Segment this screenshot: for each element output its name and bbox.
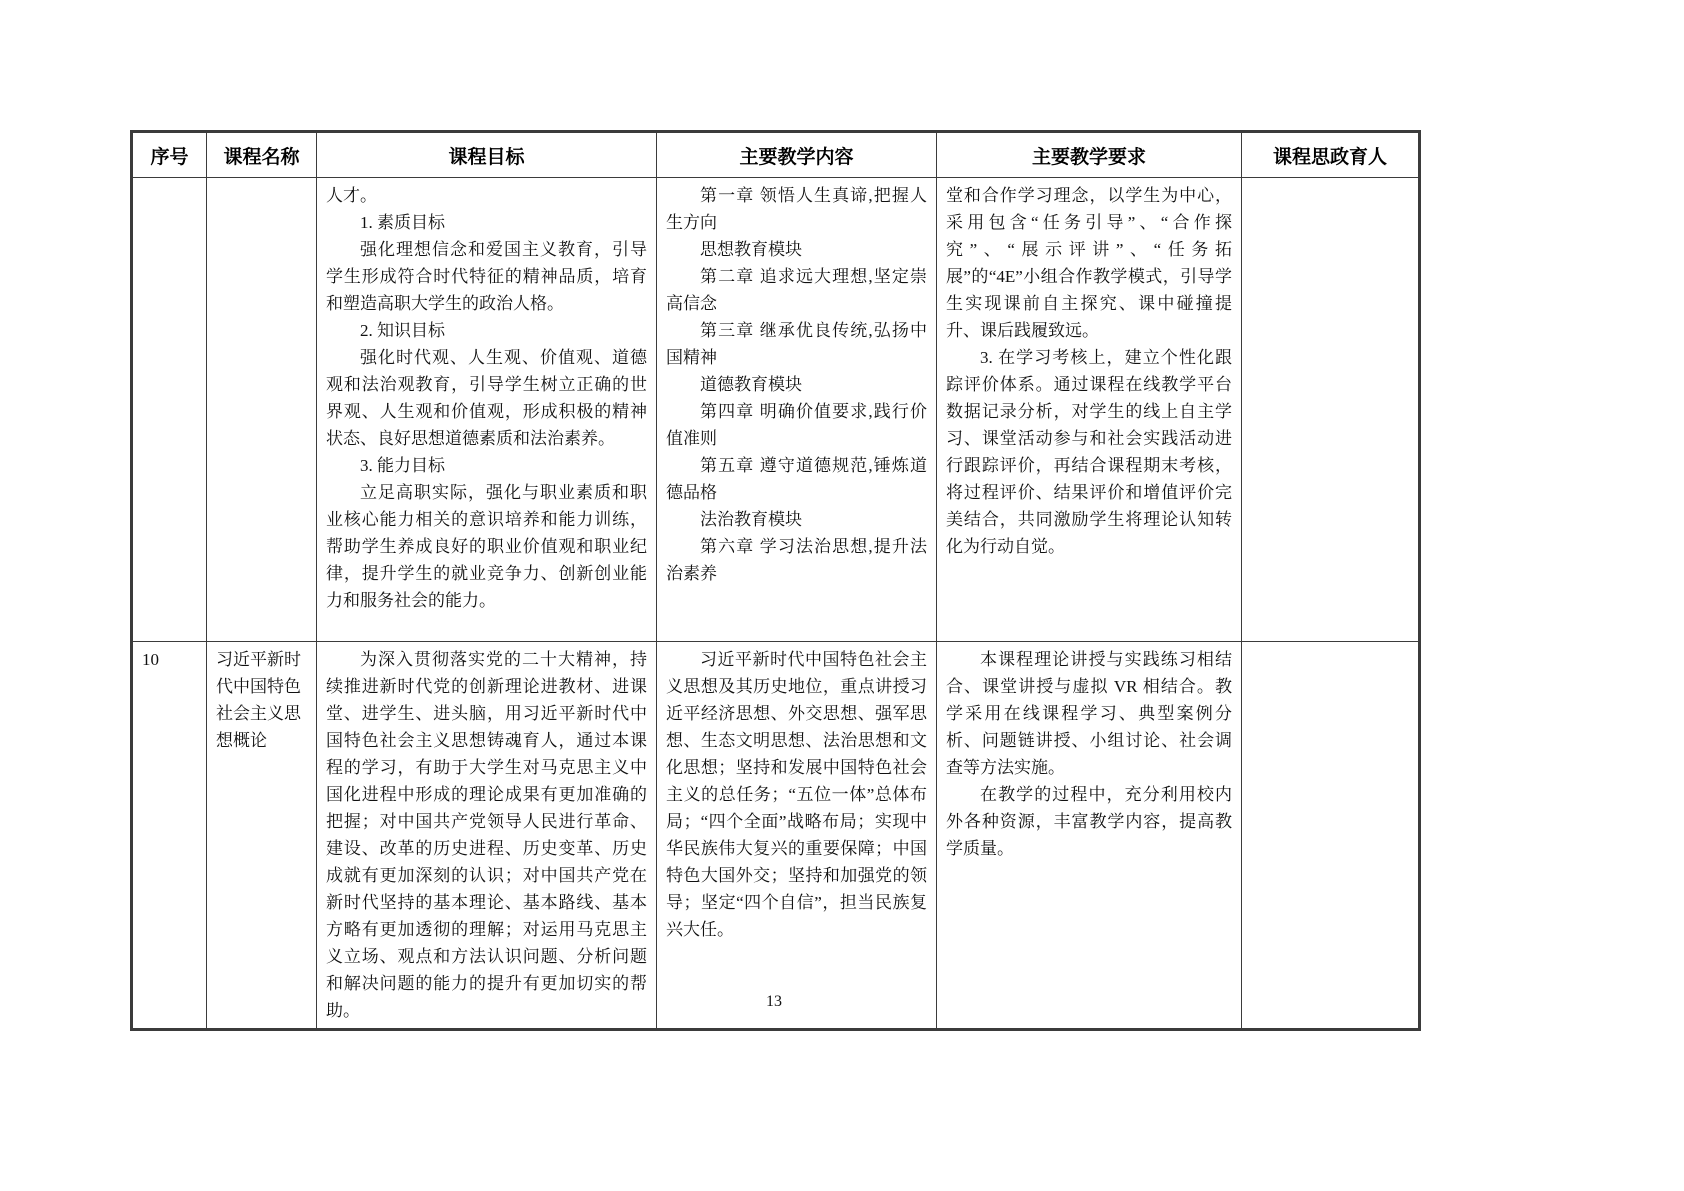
paragraph: 第一章 领悟人生真谛,把握人生方向 — [666, 186, 927, 232]
paragraph: 第五章 遵守道德规范,锤炼道德品格 — [666, 456, 927, 502]
header-cell-course-objectives: 课程目标 — [317, 132, 657, 178]
paragraph: 思想教育模块 — [700, 240, 802, 259]
header-cell-course-name: 课程名称 — [207, 132, 317, 178]
cell-teaching-content — [657, 178, 937, 642]
paragraph: 堂和合作学习理念，以学生为中心，采用包含“任务引导”、“合作探究”、“展示评讲”、“任务拓展”的“4E”小组合作教学模式，引导学生实现课前自主探究、课中碰撞提升、课后践履致远。 — [946, 186, 1232, 340]
page-number: 13 — [766, 993, 782, 1010]
cell-teaching-requirements — [937, 178, 1242, 642]
cell-course-objectives — [317, 178, 657, 642]
paragraph: 2. 知识目标 — [360, 321, 445, 340]
cell-course-name — [207, 178, 317, 642]
header-cell-ideology-education: 课程思政育人 — [1242, 132, 1420, 178]
header-cell-seq: 序号 — [132, 132, 207, 178]
paragraph: 第六章 学习法治思想,提升法治素养 — [666, 537, 927, 583]
cell-ideology-education — [1242, 642, 1420, 1030]
course-syllabus-table — [130, 130, 1421, 1031]
paragraph: 1. 素质目标 — [360, 213, 445, 232]
paragraph: 道德教育模块 — [700, 375, 802, 394]
cell-course-name: 习近平新时代中国特色社会主义思想概论 — [207, 642, 317, 1030]
paragraph: 3. 能力目标 — [360, 456, 445, 475]
cell-seq — [132, 178, 207, 642]
table-row-course-10 — [132, 642, 1420, 1030]
cell-seq: 10 — [132, 642, 207, 1030]
table-header-row — [132, 132, 1420, 178]
paragraph: 在教学的过程中，充分利用校内外各种资源，丰富教学内容，提高教学质量。 — [946, 785, 1232, 858]
cell-teaching-content — [657, 642, 937, 1030]
paragraph: 第四章 明确价值要求,践行价值准则 — [666, 402, 927, 448]
paragraph: 人才。 — [326, 186, 377, 205]
cell-teaching-requirements — [937, 642, 1242, 1030]
paragraph: 强化时代观、人生观、价值观、道德观和法治观教育，引导学生树立正确的世界观、人生观和价值观，形成积极的精神状态、良好思想道德素质和法治素养。 — [326, 348, 647, 448]
cell-course-objectives — [317, 642, 657, 1030]
cell-ideology-education — [1242, 178, 1420, 642]
paragraph: 本课程理论讲授与实践练习相结合、课堂讲授与虚拟 VR 相结合。教学采用在线课程学习、典型案例分析、问题链讲授、小组讨论、社会调查等方法实施。 — [946, 650, 1232, 777]
paragraph: 第三章 继承优良传统,弘扬中国精神 — [666, 321, 927, 367]
paragraph: 第二章 追求远大理想,坚定崇高信念 — [666, 267, 927, 313]
header-cell-teaching-content: 主要教学内容 — [657, 132, 937, 178]
table-row-continuation — [132, 178, 1420, 642]
paragraph: 习近平新时代中国特色社会主义思想及其历史地位，重点讲授习近平经济思想、外交思想、强军思想、生态文明思想、法治思想和文化思想；坚持和发展中国特色社会主义的总任务；“五位一体”总体布局；“四个全面”战略布局；实现中华民族伟大复兴的重要保障；中国特色大国外交；坚持和加强党的领导；坚定“四个自信”，担当民族复兴大任。 — [666, 650, 927, 939]
paragraph: 立足高职实际，强化与职业素质和职业核心能力相关的意识培养和能力训练，帮助学生养成良好的职业价值观和职业纪律，提升学生的就业竞争力、创新创业能力和服务社会的能力。 — [326, 483, 647, 610]
paragraph: 强化理想信念和爱国主义教育，引导学生形成符合时代特征的精神品质，培育和塑造高职大学生的政治人格。 — [326, 240, 647, 313]
paragraph: 为深入贯彻落实党的二十大精神，持续推进新时代党的创新理论进教材、进课堂、进学生、进头脑，用习近平新时代中国特色社会主义思想铸魂育人，通过本课程的学习，有助于大学生对马克思主义中国化进程中形成的理论成果有更加准确的把握；对中国共产党领导人民进行革命、建设、改革的历史进程、历史变革、历史成就有更加深刻的认识；对中国共产党在新时代坚持的基本理论、基本路线、基本方略有更加透彻的理解；对运用马克思主义立场、观点和方法认识问题、分析问题和解决问题的能力的提升有更加切实的帮助。 — [326, 650, 647, 1020]
paragraph: 法治教育模块 — [700, 510, 802, 529]
paragraph: 3. 在学习考核上，建立个性化跟踪评价体系。通过课程在线教学平台数据记录分析，对学生的线上自主学习、课堂活动参与和社会实践活动进行跟踪评价，再结合课程期末考核，将过程评价、结果评价和增值评价完美结合，共同激励学生将理论认知转化为行动自觉。 — [946, 348, 1232, 556]
header-cell-teaching-requirements: 主要教学要求 — [937, 132, 1242, 178]
